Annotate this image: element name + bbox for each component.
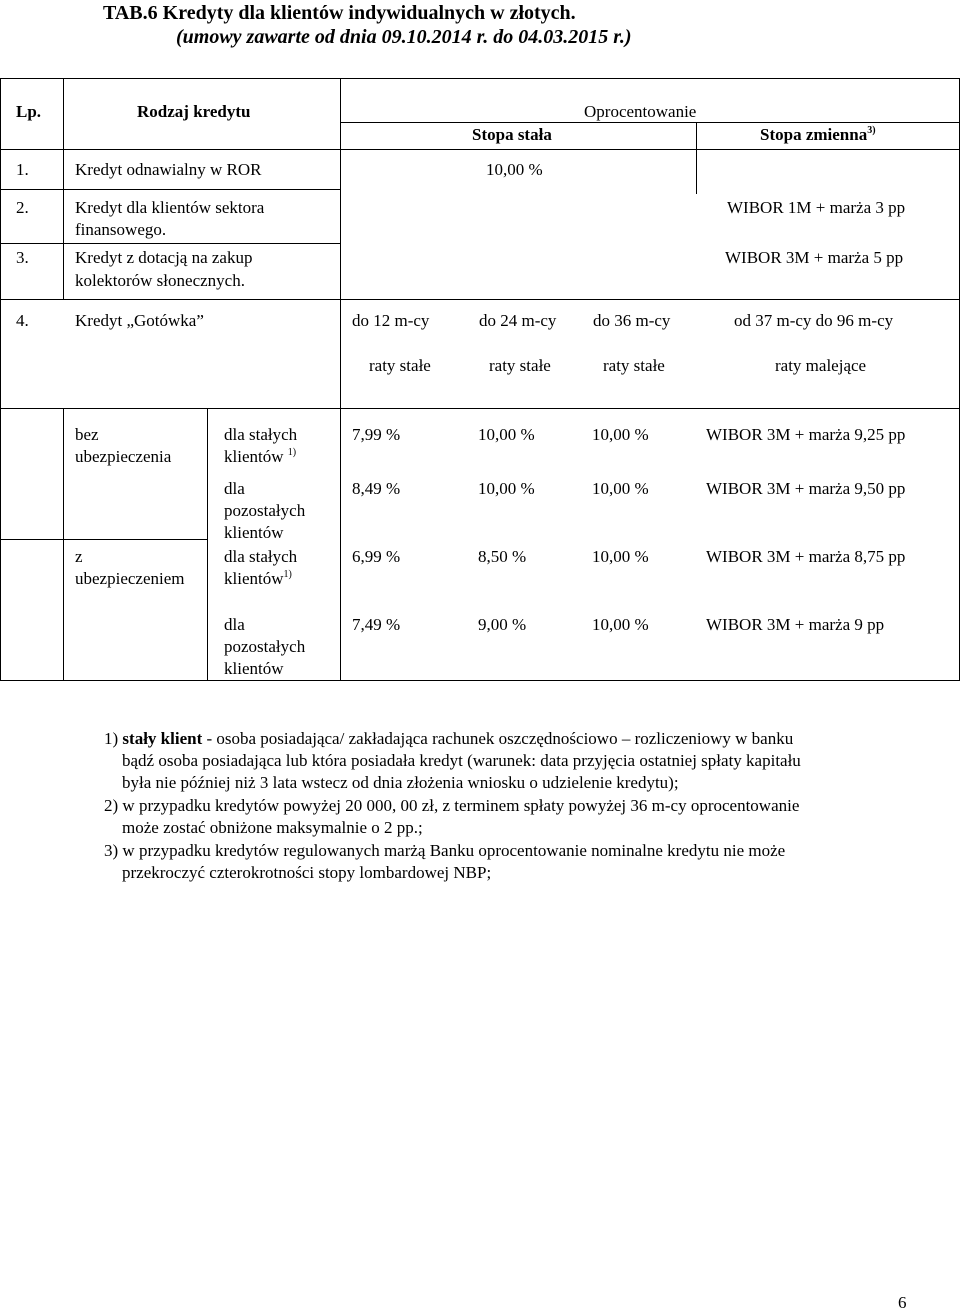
client-stalych-2-line2: klientów$^{1)}$ <box>224 569 292 588</box>
row2-name-line2: finansowego. <box>75 220 167 239</box>
rate-r2-c4: WIBOR 3M + marża 9,50 pp <box>706 479 906 498</box>
rate-r1-c3: 10,00 % <box>592 425 649 444</box>
row2-name-line1: Kredyt dla klientów sektora <box>75 198 265 217</box>
client-pozostalych-1-line3: klientów <box>224 523 284 542</box>
row2-number: 2. <box>16 198 29 217</box>
row3-rate: WIBOR 3M + marża 5 pp <box>725 248 904 267</box>
header-rodzaj-kredytu: Rodzaj kredytu <box>137 102 251 121</box>
row3-number: 3. <box>16 248 29 267</box>
period-24: do 24 m-cy <box>479 311 557 330</box>
footnote-3-line2: przekroczyć czterokrotności stopy lombardowej NBP; <box>122 863 492 882</box>
period-96: od 37 m-cy do 96 m-cy <box>734 311 894 330</box>
group-bez-line2: ubezpieczenia <box>75 447 172 466</box>
installment-type-4: raty malejące <box>775 356 867 375</box>
rate-r1-c4: WIBOR 3M + marża 9,25 pp <box>706 425 906 444</box>
client-pozostalych-2-line1: dla <box>224 615 245 634</box>
footnote-1-line1: 1) stały klient - osoba posiadająca/ zakładająca rachunek oszczędnościowo – rozliczeniowy w banku <box>104 729 794 748</box>
page-subtitle: (umowy zawarte od dnia 09.10.2014 r. do 04.03.2015 r.) <box>176 26 632 48</box>
group-z-line1: z <box>75 547 83 566</box>
page-number: 6 <box>898 1293 907 1312</box>
client-stalych-1-line1: dla stałych <box>224 425 298 444</box>
footnote-3-line1: 3) w przypadku kredytów regulowanych marżą Banku oprocentowanie nominalne kredytu nie może <box>104 841 786 860</box>
footnote-2-line1: 2) w przypadku kredytów powyżej 20 000, 00 zł, z terminem spłaty powyżej 36 m-cy oprocentowanie <box>104 796 800 815</box>
rate-r1-c1: 7,99 % <box>352 425 401 444</box>
rate-r4-c4: WIBOR 3M + marża 9 pp <box>706 615 885 634</box>
group-bez-line1: bez <box>75 425 99 444</box>
installment-type-3: raty stałe <box>603 356 665 375</box>
rate-r2-c2: 10,00 % <box>478 479 535 498</box>
header-stopa-zmienna: Stopa zmienna$^{3)}$ <box>760 125 876 144</box>
period-36: do 36 m-cy <box>593 311 671 330</box>
client-pozostalych-1-line1: dla <box>224 479 245 498</box>
rate-r4-c1: 7,49 % <box>352 615 401 634</box>
rate-r4-c2: 9,00 % <box>478 615 527 634</box>
installment-type-1: raty stałe <box>369 356 431 375</box>
row1-rate: 10,00 % <box>486 160 543 179</box>
rate-r3-c2: 8,50 % <box>478 547 527 566</box>
page-title: TAB.6 Kredyty dla klientów indywidualnych w złotych. <box>103 2 576 24</box>
row1-number: 1. <box>16 160 29 179</box>
rate-r3-c4: WIBOR 3M + marża 8,75 pp <box>706 547 906 566</box>
group-z-line2: ubezpieczeniem <box>75 569 185 588</box>
client-pozostalych-2-line2: pozostałych <box>224 637 306 656</box>
header-lp: Lp. <box>16 102 42 121</box>
footnote-1-line2: bądź osoba posiadająca lub która posiadała kredyt (warunek: data przyjęcia ostatniej spłaty kapitału <box>122 751 801 770</box>
rate-r3-c1: 6,99 % <box>352 547 401 566</box>
footnote-2-line2: może zostać obniżone maksymalnie o 2 pp.; <box>122 818 423 837</box>
row4-number: 4. <box>16 311 29 330</box>
row3-name-line1: Kredyt z dotacją na zakup <box>75 248 253 267</box>
rate-r2-c1: 8,49 % <box>352 479 401 498</box>
row1-name: Kredyt odnawialny w ROR <box>75 160 262 179</box>
rate-r2-c3: 10,00 % <box>592 479 649 498</box>
client-pozostalych-2-line3: klientów <box>224 659 284 678</box>
client-stalych-1-line2: klientów $^{1)}$ <box>224 447 297 466</box>
header-oprocentowanie: Oprocentowanie <box>584 102 697 121</box>
row4-name: Kredyt „Gotówka” <box>75 311 204 330</box>
header-stopa-stala: Stopa stała <box>472 125 552 144</box>
row3-name-line2: kolektorów słonecznych. <box>75 271 245 290</box>
rate-r4-c3: 10,00 % <box>592 615 649 634</box>
installment-type-2: raty stałe <box>489 356 551 375</box>
row2-rate: WIBOR 1M + marża 3 pp <box>727 198 906 217</box>
rate-r3-c3: 10,00 % <box>592 547 649 566</box>
period-12: do 12 m-cy <box>352 311 430 330</box>
client-stalych-2-line1: dla stałych <box>224 547 298 566</box>
rate-r1-c2: 10,00 % <box>478 425 535 444</box>
client-pozostalych-1-line2: pozostałych <box>224 501 306 520</box>
footnote-1-line3: była nie później niż 3 lata wstecz od dnia złożenia wniosku o udzielenie kredytu); <box>122 773 679 792</box>
